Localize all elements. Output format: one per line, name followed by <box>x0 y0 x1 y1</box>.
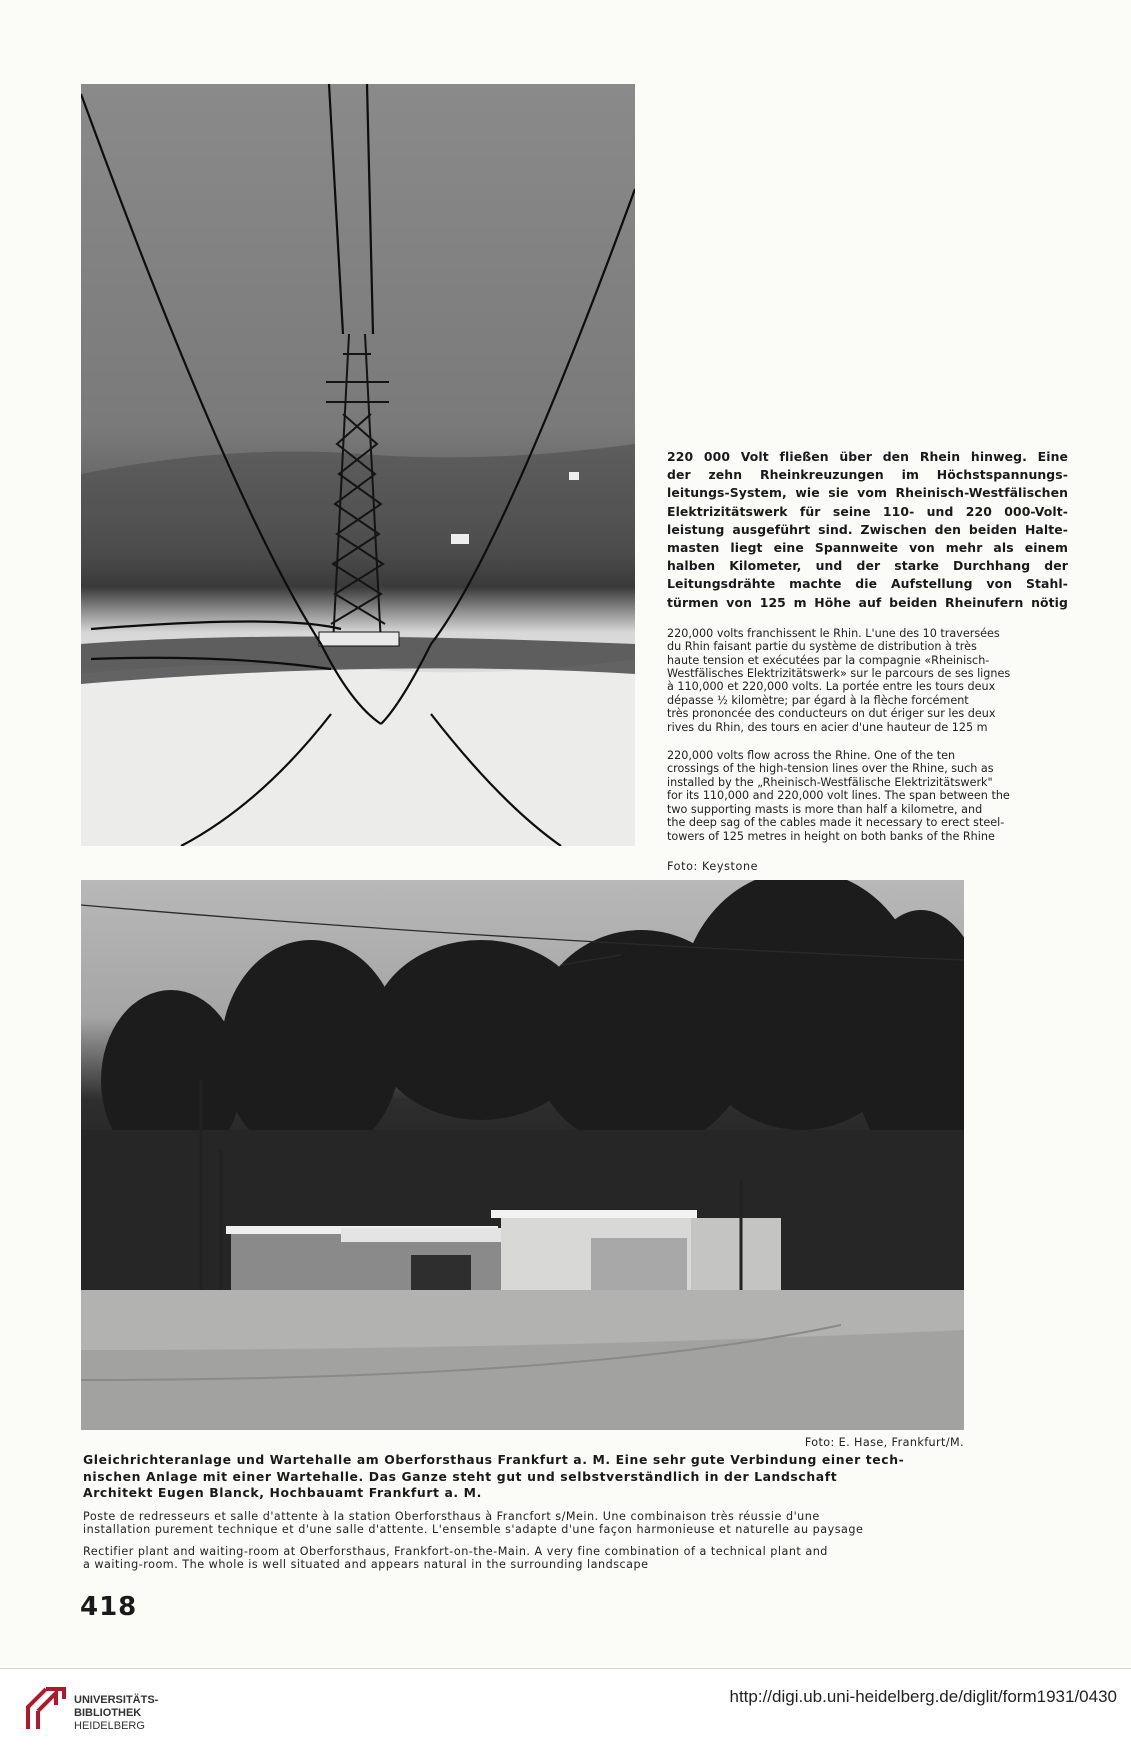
caption-english: 220,000 volts flow across the Rhine. One of the ten crossings of the high-tension lines over the Rhine, such as installed by the „Rheinisch-Westfälische Elektrizitätswerk" for its 110,000 and 220,000 volt lines. The span between the two supporting masts is more than half a kilometre, and the deep sag of the cables made it necessary to erect steel- towers of 125 metres in height on both banks of the Rhine <box>667 749 1010 843</box>
source-url-link[interactable]: http://digi.ub.uni-heidelberg.de/diglit/form1931/0430 <box>729 1687 1117 1706</box>
library-name-line2: BIBLIOTHEK <box>74 1707 142 1719</box>
page-number: 418 <box>80 1592 138 1622</box>
caption-french: 220,000 volts franchissent le Rhin. L'une des 10 traversées du Rhin faisant partie du système de distribution à très haute tension et exécutées par la compagnie «Rheinisch- Westfälisches Elektrizitätswerk» sur le parcours de ses lignes à 110,000 et 220,000 volts. La portée entre les tours deux dépasse ½ kilomètre; par égard à la flèche forcément très prononcée des conducteurs on dut ériger sur les deux rives du Rhin, des tours en acier d'une hauteur de 125 m <box>667 626 1011 734</box>
photo-credit: Foto: Keystone <box>667 859 759 873</box>
caption-french: Poste de redresseurs et salle d'attente à la station Oberforsthaus à Francfort s/Mein. Une combinaison très réussie d'une installation purement technique et d'une salle d'attente. L'ensemble s'adapte d'une façon harmonieuse et naturelle au paysage <box>83 1509 864 1536</box>
top-photo-caption <box>667 448 1068 873</box>
library-logo-icon <box>24 1685 68 1733</box>
library-name-line3: HEIDELBERG <box>74 1720 145 1732</box>
caption-english: Rectifier plant and waiting-room at Oberforsthaus, Frankfort-on-the-Main. A very fine combination of a technical plant and a waiting-room. The whole is well situated and appears natural in the surrounding landscape <box>83 1544 828 1572</box>
bottom-photo-caption <box>83 1452 963 1571</box>
rectifier-station-drawing <box>81 880 964 1430</box>
rectifier-station-photo <box>81 880 964 1430</box>
power-line-drawing <box>81 84 635 846</box>
library-name-line1: UNIVERSITÄTS- <box>74 1694 159 1706</box>
digitization-footer <box>0 1668 1131 1751</box>
power-line-photo <box>81 84 635 846</box>
library-name <box>74 1694 158 1733</box>
caption-german: 220 000 Volt fließen über den Rhein hinweg. Eine der zehn Rheinkreuzungen im Höchstspannungs- leitungs-System, wie sie vom Rheinisch-Westfälischen Elektrizitätswerk für seine 110- und 220 000-Volt- leistung ausgeführt sind. Zwischen den beiden Halte- masten liegt eine Spannweite von mehr als einem halben Kilometer, und der starke Durchhang der Leitungsdrähte machte die Aufstellung von Stahl- türmen von 125 m Höhe auf beiden Rheinufern nötig <box>667 449 1068 610</box>
caption-german: Gleichrichteranlage und Wartehalle am Oberforsthaus Frankfurt a. M. Eine sehr gute Verbindung einer tech- nischen Anlage mit einer Wartehalle. Das Ganze steht gut und selbstverständlich in der Landschaft Architekt Eugen Blanck, Hochbauamt Frankfurt a. M. <box>83 1452 905 1500</box>
bottom-photo-credit: Foto: E. Hase, Frankfurt/M. <box>804 1436 964 1449</box>
